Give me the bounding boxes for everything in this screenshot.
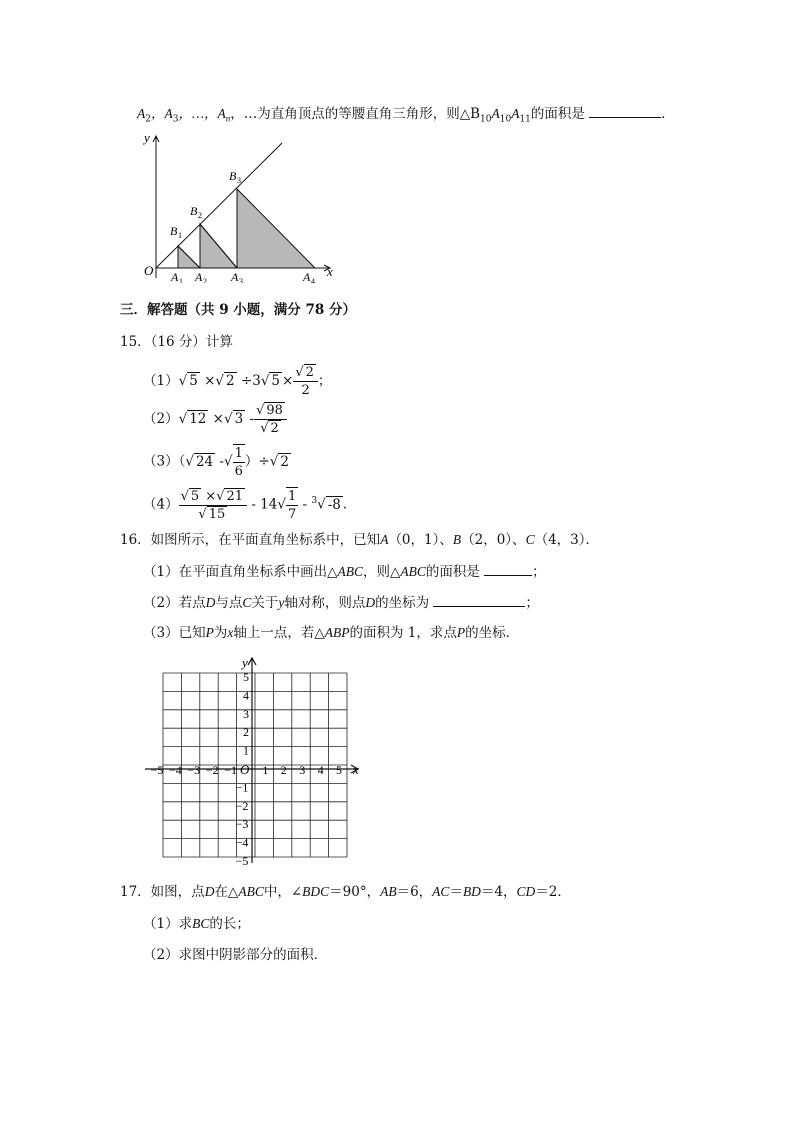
fig-b1: B: [170, 224, 178, 238]
y-tick-label: −2: [235, 798, 249, 813]
answer-blank[interactable]: [484, 561, 532, 576]
y-tick-label: 4: [243, 688, 249, 703]
x-tick-label: −5: [150, 763, 164, 777]
svg-text:2: 2: [203, 277, 207, 283]
fig-b2: B: [190, 204, 198, 218]
x-tick-label: 3: [299, 763, 306, 777]
svg-text:3: 3: [239, 277, 243, 283]
svg-text:1: 1: [178, 231, 182, 240]
y-tick-label: −4: [235, 835, 249, 850]
fig-a2: A: [195, 270, 203, 283]
y-tick-label: 5: [243, 670, 249, 684]
fig-a4: A: [303, 270, 311, 283]
coordinate-grid: [145, 655, 365, 875]
y-tick-label: 2: [243, 725, 249, 740]
y-tick-label: −5: [235, 854, 249, 868]
q15-heading: 15．（16 分）计算: [120, 334, 233, 350]
svg-text:4: 4: [311, 277, 315, 283]
q16-heading: 16．如图所示，在平面直角坐标系中，已知A（0，1）、B（2，0）、C（4，3）．: [120, 532, 600, 548]
q16-part2: （2）若点D与点C关于y轴对称，则点D的坐标为 ；: [143, 592, 539, 613]
q16-part3: （3）已知P为x轴上一点，若△ABP的面积为 1，求点P的坐标．: [143, 625, 520, 641]
q15-part1: （1）√ 5 ×√ 2 ÷3√ 5 × $\frac{√ 2}{2}$ ；: [143, 365, 332, 398]
fig-x-label: x: [327, 264, 333, 279]
y-tick-label: −1: [235, 780, 249, 795]
grid-y-label: y: [242, 655, 248, 670]
x-tick-label: −2: [205, 763, 219, 777]
x-tick-label: −3: [187, 763, 201, 777]
svg-text:1: 1: [179, 277, 183, 283]
y-tick-label: 3: [243, 706, 249, 721]
q17-part1: （1）求BC的长；: [143, 916, 250, 932]
x-tick-label: −1: [224, 763, 237, 777]
q17-heading: 17．如图，点D在△ABC中，∠BDC＝90°，AB＝6，AC＝BD＝4，CD＝2．: [120, 884, 571, 900]
fig-origin: O: [144, 263, 154, 278]
q14-triangle-figure: [140, 128, 340, 283]
fig-a1: A: [171, 270, 179, 283]
q15-part2: （2）√ 12 ×√ 3 - $\frac{√ 98}{√ 2}$: [143, 402, 287, 437]
x-tick-label: 4: [317, 763, 324, 777]
x-tick-label: 2: [280, 763, 287, 777]
q15-part3: （3）（√ 24 -√ $\frac{1}{6}$ ）÷√ 2: [143, 446, 289, 479]
x-tick-label: 5: [336, 763, 342, 777]
svg-text:3: 3: [237, 176, 241, 185]
x-tick-label: −4: [169, 763, 182, 777]
fig-y-label: y: [144, 130, 150, 145]
q17-part2: （2）求图中阴影部分的面积．: [143, 947, 328, 963]
answer-blank[interactable]: [589, 103, 661, 118]
answer-blank[interactable]: [433, 592, 525, 607]
section-heading: 三．解答题（共 9 小题，满分 78 分）: [120, 302, 356, 318]
q15-part4: （4） $\frac{√ 5 \times√ 21}{√ 15}$ - 14√ $\frac{1}{7}$ - $^3$√ -8 ．: [143, 488, 357, 522]
y-tick-label: 1: [243, 743, 249, 758]
fig-b3: B: [229, 169, 237, 183]
svg-text:2: 2: [198, 211, 202, 220]
q14-question-line: $A_2$，$A_3$，…，$A_n$，…为直角顶点的等腰直角三角形，则$\triangle B_{10}A_{10}A_{11}$的面积是 ．: [137, 103, 675, 130]
y-tick-label: −3: [235, 817, 249, 832]
grid-origin: O: [240, 762, 250, 777]
x-tick-label: 1: [262, 763, 269, 777]
q16-part1: （1）在平面直角坐标系中画出△ABC，则△ABC的面积是 ；: [143, 561, 546, 582]
grid-x-label: x: [353, 762, 359, 777]
fig-a3: A: [231, 270, 239, 283]
